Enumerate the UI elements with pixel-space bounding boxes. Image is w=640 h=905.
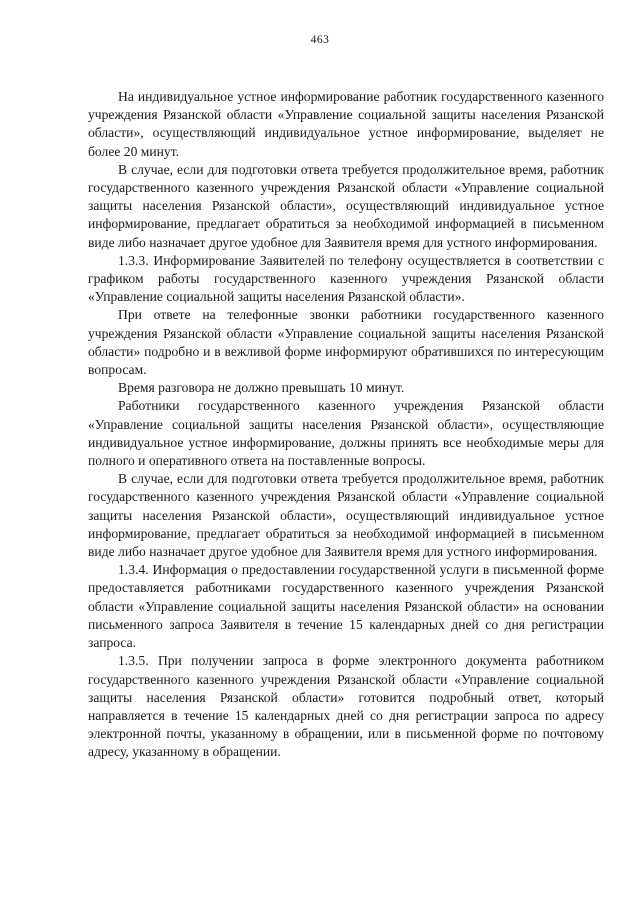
- paragraph: Работники государственного казенного учреждения Рязанской области «Управление социальной защиты населения Рязанской области», осуществляющие индивидуальное устное информирование, должны принять все необходимые меры для полного и оперативного ответа на поставленные вопросы.: [88, 398, 604, 469]
- paragraph: На индивидуальное устное информирование работник государственного казенного учреждения Рязанской области «Управление социальной защиты населения Рязанской области», осуществляющий индивидуальное устное информирование, выделяет не более 20 минут.: [88, 89, 604, 159]
- paragraph: В случае, если для подготовки ответа требуется продолжительное время, работник государственного казенного учреждения Рязанской области «Управление социальной защиты населения Рязанской области», осуществляющий индивидуальное устное информирование, предлагает обратиться за необходимой информацией в письменном виде либо назначает другое удобное для Заявителя время для устного информирования.: [88, 161, 604, 250]
- paragraph: В случае, если для подготовки ответа требуется продолжительное время, работник государственного казенного учреждения Рязанской области «Управление социальной защиты населения Рязанской области», осуществляющий индивидуальное устное информирование, предлагает обратиться за необходимой информацией в письменном виде либо назначает другое удобное для Заявителя время для устного информирования.: [88, 471, 604, 560]
- paragraph: При ответе на телефонные звонки работники государственного казенного учреждения Рязанской области «Управление социальной защиты населения Рязанской области» подробно и в вежливой форме информируют обратившихся по интересующим вопросам.: [88, 307, 604, 378]
- paragraph: 1.3.3. Информирование Заявителей по телефону осуществляется в соответствии с графиком работы государственного казенного учреждения Рязанской области «Управление социальной защиты населения Рязанской области».: [88, 252, 604, 305]
- document-body: [88, 88, 604, 762]
- paragraph: 1.3.5. При получении запроса в форме электронного документа работником государственного казенного учреждения Рязанской области «Управление социальной защиты населения Рязанской области» готовится подробный ответ, который направляется в течение 15 календарных дней со дня регистрации запроса по адресу электронной почты, указанному в обращении, или в письменной форме по почтовому адресу, указанному в обращении.: [88, 653, 604, 760]
- paragraph: 1.3.4. Информация о предоставлении государственной услуги в письменной форме предоставляется работниками государственного казенного учреждения Рязанской области «Управление социальной защиты населения Рязанской области» на основании письменного запроса Заявителя в течение 15 календарных дней со дня регистрации запроса.: [88, 562, 604, 651]
- paragraph: Время разговора не должно превышать 10 минут.: [118, 380, 405, 396]
- page-number: 463: [310, 34, 330, 46]
